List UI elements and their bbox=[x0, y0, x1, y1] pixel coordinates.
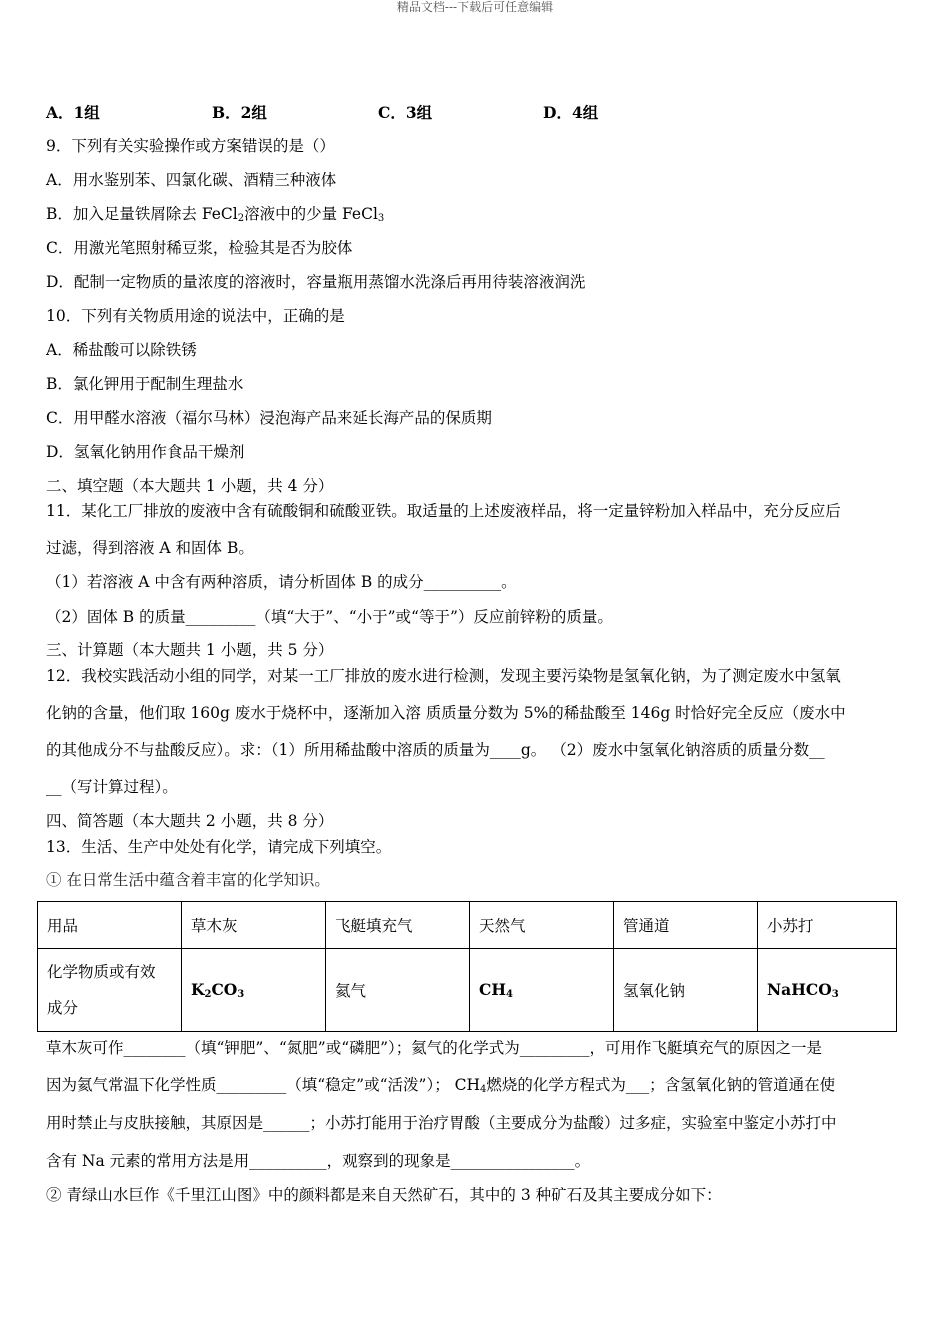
q11-line-2: 过滤，得到溶液 A 和固体 B。 bbox=[46, 539, 254, 557]
q13-table bbox=[37, 901, 897, 1032]
q10-stem: 10．下列有关物质用途的说法中，正确的是 bbox=[46, 307, 345, 325]
q13-l2-post: 燃烧的化学方程式为___；含氢氧化钠的管道通在使 bbox=[486, 1076, 836, 1094]
q9-b-sub2: 3 bbox=[377, 213, 385, 224]
table-cell bbox=[182, 949, 326, 1032]
ch4-ch: CH bbox=[479, 980, 506, 999]
q13-l2-pre: 因为氦气常温下化学性质_________（填“稳定”或“活泼”）； CH bbox=[46, 1076, 481, 1094]
k2co3-sub2: 3 bbox=[237, 989, 245, 1000]
q10-option-a: A．稀盐酸可以除铁锈 bbox=[46, 341, 197, 359]
q12-line-2: 化钠的含量，他们取 160g 废水于烧杯中，逐渐加入溶 质质量分数为 5%的稀盐酸至 146g 时恰好完全反应（废水中 bbox=[46, 704, 846, 722]
q9-option-b bbox=[46, 203, 384, 230]
table-cell: 天然气 bbox=[470, 902, 614, 949]
row-label-line-2: 成分 bbox=[47, 999, 79, 1017]
q11-part-1: （1）若溶液 A 中含有两种溶质，请分析固体 B 的成分__________。 bbox=[46, 573, 517, 591]
q9-option-a: A．用水鉴别苯、四氯化碳、酒精三种液体 bbox=[46, 171, 337, 189]
table-cell: 小苏打 bbox=[758, 902, 897, 949]
ch4-sub: 4 bbox=[505, 989, 513, 1000]
q9-b-pre: B．加入足量铁屑除去 FeCl bbox=[46, 205, 238, 223]
q8-option-a: A．1组 bbox=[46, 103, 100, 122]
k2co3-sub1: 2 bbox=[204, 989, 212, 1000]
q11-line-1: 11．某化工厂排放的废液中含有硫酸铜和硫酸亚铁。取适量的上述废液样品，将一定量锌粉加入样品中，充分反应后 bbox=[46, 502, 841, 520]
row-label-line-1: 化学物质或有效 bbox=[47, 963, 156, 981]
table-cell: 草木灰 bbox=[182, 902, 326, 949]
section-4-heading: 四、简答题（本大题共 2 小题，共 8 分） bbox=[46, 812, 334, 830]
q9-stem: 9．下列有关实验操作或方案错误的是（） bbox=[46, 137, 335, 155]
table-cell: 用品 bbox=[38, 902, 182, 949]
q9-option-c: C．用激光笔照射稀豆浆，检验其是否为胶体 bbox=[46, 239, 353, 257]
page-header: 精品文档---下载后可任意编辑 bbox=[396, 0, 554, 14]
section-3-heading: 三、计算题（本大题共 1 小题，共 5 分） bbox=[46, 641, 334, 659]
q10-option-c: C．用甲醛水溶液（福尔马林）浸泡海产品来延长海产品的保质期 bbox=[46, 409, 492, 427]
q8-option-c: C．3组 bbox=[378, 103, 433, 122]
section-2-heading: 二、填空题（本大题共 1 小题，共 4 分） bbox=[46, 477, 334, 495]
table-cell: 飞艇填充气 bbox=[326, 902, 470, 949]
table-cell bbox=[470, 949, 614, 1032]
table-cell: 氢氧化钠 bbox=[614, 949, 758, 1032]
q10-option-d: D．氢氧化钠用作食品干燥剂 bbox=[46, 443, 245, 461]
q9-b-sub1: 2 bbox=[237, 213, 245, 224]
table-cell: 管通道 bbox=[614, 902, 758, 949]
q13-l2-sub: 4 bbox=[480, 1084, 487, 1095]
q13-sub-2: ② 青绿山水巨作《千里江山图》中的颜料都是来自天然矿石，其中的 3 种矿石及其主要成分如下： bbox=[46, 1186, 722, 1204]
q13-stem: 13．生活、生产中处处有化学，请完成下列填空。 bbox=[46, 838, 392, 856]
q12-line-3: 的其他成分不与盐酸反应）。求：（1）所用稀盐酸中溶质的质量为____g。 （2）废水中氢氧化钠溶质的质量分数__ bbox=[46, 741, 825, 759]
nahco3-main: NaHCO bbox=[767, 980, 832, 999]
q12-line-4: __（写计算过程）。 bbox=[46, 778, 178, 796]
q9-b-mid: 溶液中的少量 FeCl bbox=[244, 205, 378, 223]
q10-option-b: B．氯化钾用于配制生理盐水 bbox=[46, 375, 244, 393]
q8-option-d: D．4组 bbox=[543, 103, 599, 122]
q13-line-3: 用时禁止与皮肤接触，其原因是______；小苏打能用于治疗胃酸（主要成分为盐酸）过多症，实验室中鉴定小苏打中 bbox=[46, 1114, 837, 1132]
table-cell bbox=[38, 949, 182, 1032]
q11-part-2: （2）固体 B 的质量_________（填“大于”、“小于”或“等于”）反应前锌粉的质量。 bbox=[46, 608, 613, 626]
k2co3-co: CO bbox=[211, 980, 238, 999]
table-row bbox=[38, 949, 897, 1032]
q12-line-1: 12．我校实践活动小组的同学，对某一工厂排放的废水进行检测，发现主要污染物是氢氧化钠，为了测定废水中氢氧 bbox=[46, 667, 841, 685]
k2co3-k: K bbox=[191, 980, 205, 999]
nahco3-sub: 3 bbox=[831, 989, 839, 1000]
table-cell: 氦气 bbox=[326, 949, 470, 1032]
q8-option-b: B．2组 bbox=[212, 103, 267, 122]
table-cell bbox=[758, 949, 897, 1032]
q13-line-1: 草木灰可作________（填“钾肥”、“氮肥”或“磷肥”）；氦气的化学式为_________，可用作飞艇填充气的原因之一是 bbox=[46, 1039, 823, 1057]
q13-line-4: 含有 Na 元素的常用方法是用__________，观察到的现象是________________。 bbox=[46, 1152, 591, 1170]
table-row bbox=[38, 902, 897, 949]
q9-option-d: D．配制一定物质的量浓度的溶液时，容量瓶用蒸馏水洗涤后再用待装溶液润洗 bbox=[46, 273, 586, 291]
q13-line-2 bbox=[46, 1074, 835, 1101]
q13-sub-1: ① 在日常生活中蕴含着丰富的化学知识。 bbox=[46, 871, 330, 889]
